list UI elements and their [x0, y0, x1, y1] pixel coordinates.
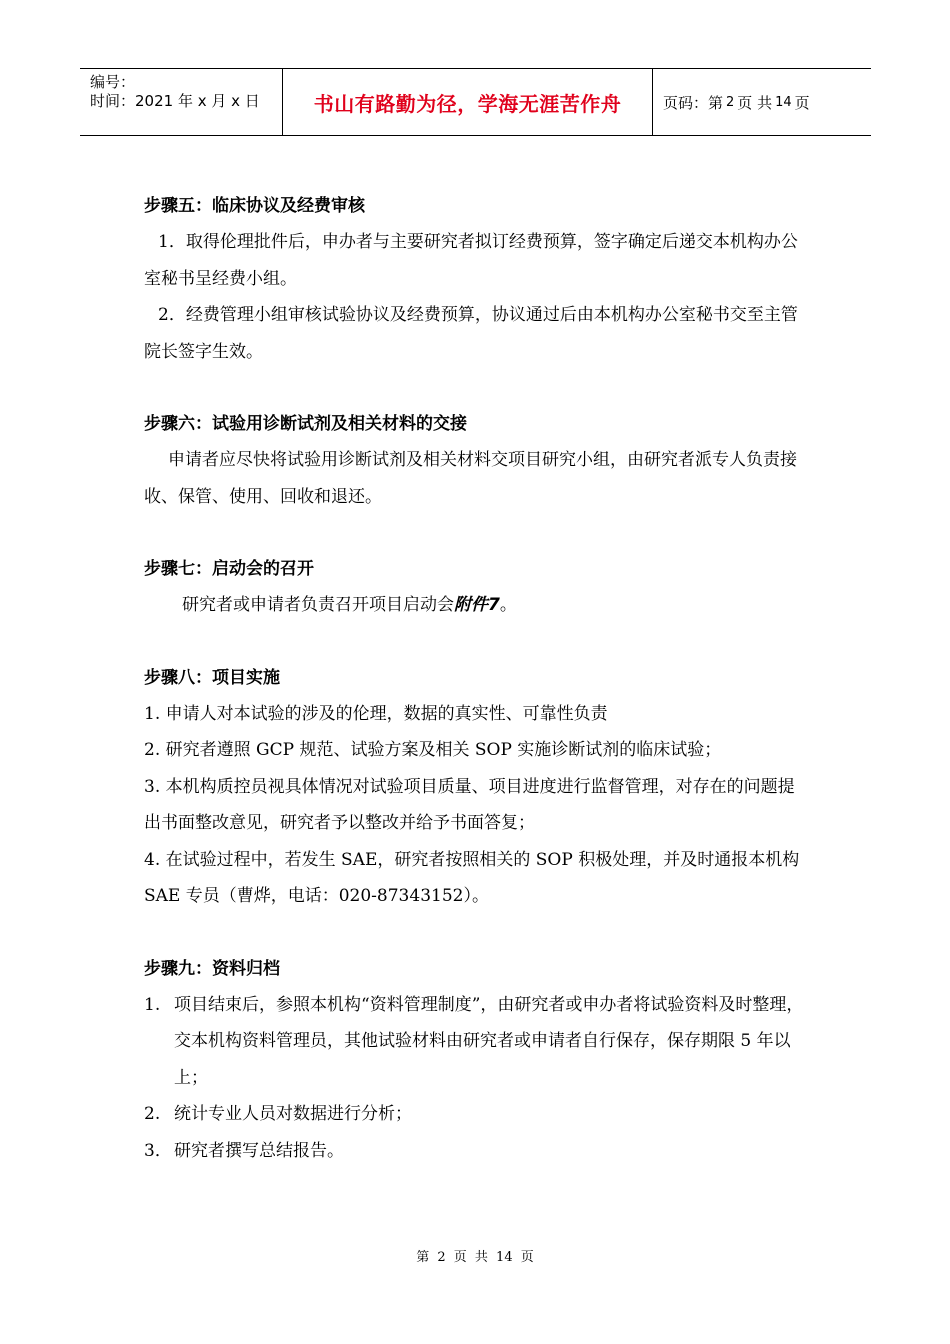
page-current: 2 [726, 94, 735, 110]
step-eight-item-4: 4. 在试验过程中，若发生 SAE，研究者按照相关的 SOP 积极处理，并及时通报本机构 SAE 专员（曹烨，电话：020-87343152）。 [144, 849, 800, 906]
header-page-number [653, 69, 871, 135]
list-item-number: 1. [144, 994, 161, 1015]
page-prefix: 页码：第 [663, 93, 724, 112]
step-eight-item-2: 2. 研究者遵照 GCP 规范、试验方案及相关 SOP 实施诊断试剂的临床试验； [144, 740, 722, 760]
step-five-title: 步骤五：临床协议及经费审核 [144, 196, 365, 216]
step-six [144, 406, 810, 515]
step-seven-end: 。 [499, 595, 517, 615]
date-label: 时间：2021 年 x 月 x 日 [90, 92, 260, 110]
list-item-text: 研究者撰写总结报告。 [174, 1140, 344, 1161]
step-seven-title: 步骤七：启动会的召开 [144, 559, 314, 579]
page-mid: 页 共 [737, 93, 773, 112]
step-nine-item-1 [144, 987, 810, 1097]
page-footer: 第 2 页 共 14 页 [416, 1250, 534, 1265]
list-item-text: 统计专业人员对数据进行分析； [174, 1104, 412, 1124]
step-eight-item-1: 1. 申请人对本试验的涉及的伦理，数据的真实性、可靠性负责 [144, 703, 608, 724]
step-nine-title: 步骤九：资料归档 [144, 958, 280, 979]
document-body [144, 188, 810, 1169]
header-meta [80, 69, 283, 135]
serial-number-label: 编号： [90, 73, 136, 91]
list-item-number: 3． [144, 1140, 172, 1161]
step-eight-item-3: 3. 本机构质控员视具体情况对试验项目质量、项目进度进行监督管理，对存在的问题提出书面整改意见，研究者予以整改并给予书面答复； [144, 776, 795, 833]
list-item-number: 2. [144, 1104, 161, 1124]
step-seven-para-1 [144, 587, 810, 624]
page-header [80, 68, 871, 136]
step-nine [144, 951, 810, 1170]
step-nine-item-3 [144, 1133, 810, 1170]
page-suffix: 页 [794, 93, 810, 112]
step-six-para-1: 申请者应尽快将试验用诊断试剂及相关材料交项目研究小组，由研究者派专人负责接收、保管、使用、回收和退还。 [144, 450, 797, 507]
header-motto: 书山有路勤为径，学海无涯苦作舟 [283, 69, 653, 135]
step-five [144, 188, 810, 370]
step-eight-title: 步骤八：项目实施 [144, 667, 280, 688]
step-nine-item-2 [144, 1096, 810, 1133]
step-seven-text: 研究者或申请者负责召开项目启动会 [182, 595, 454, 615]
step-seven [144, 551, 810, 624]
step-six-title: 步骤六：试验用诊断试剂及相关材料的交接 [144, 414, 467, 434]
list-item-text: 项目结束后，参照本机构“资料管理制度”，由研究者或申办者将试验资料及时整理，交本机构资料管理员，其他试验材料由研究者或申请者自行保存，保存期限 5 年以上； [174, 994, 804, 1088]
step-eight [144, 660, 810, 915]
step-five-para-1: 1．取得伦理批件后，申办者与主要研究者拟订经费预算，签字确定后递交本机构办公室秘书呈经费小组。 [144, 232, 798, 289]
step-five-para-2: 2．经费管理小组审核试验协议及经费预算，协议通过后由本机构办公室秘书交至主管院长签字生效。 [144, 305, 798, 362]
page-total: 14 [775, 94, 792, 110]
attachment-reference: 附件7 [454, 595, 500, 615]
